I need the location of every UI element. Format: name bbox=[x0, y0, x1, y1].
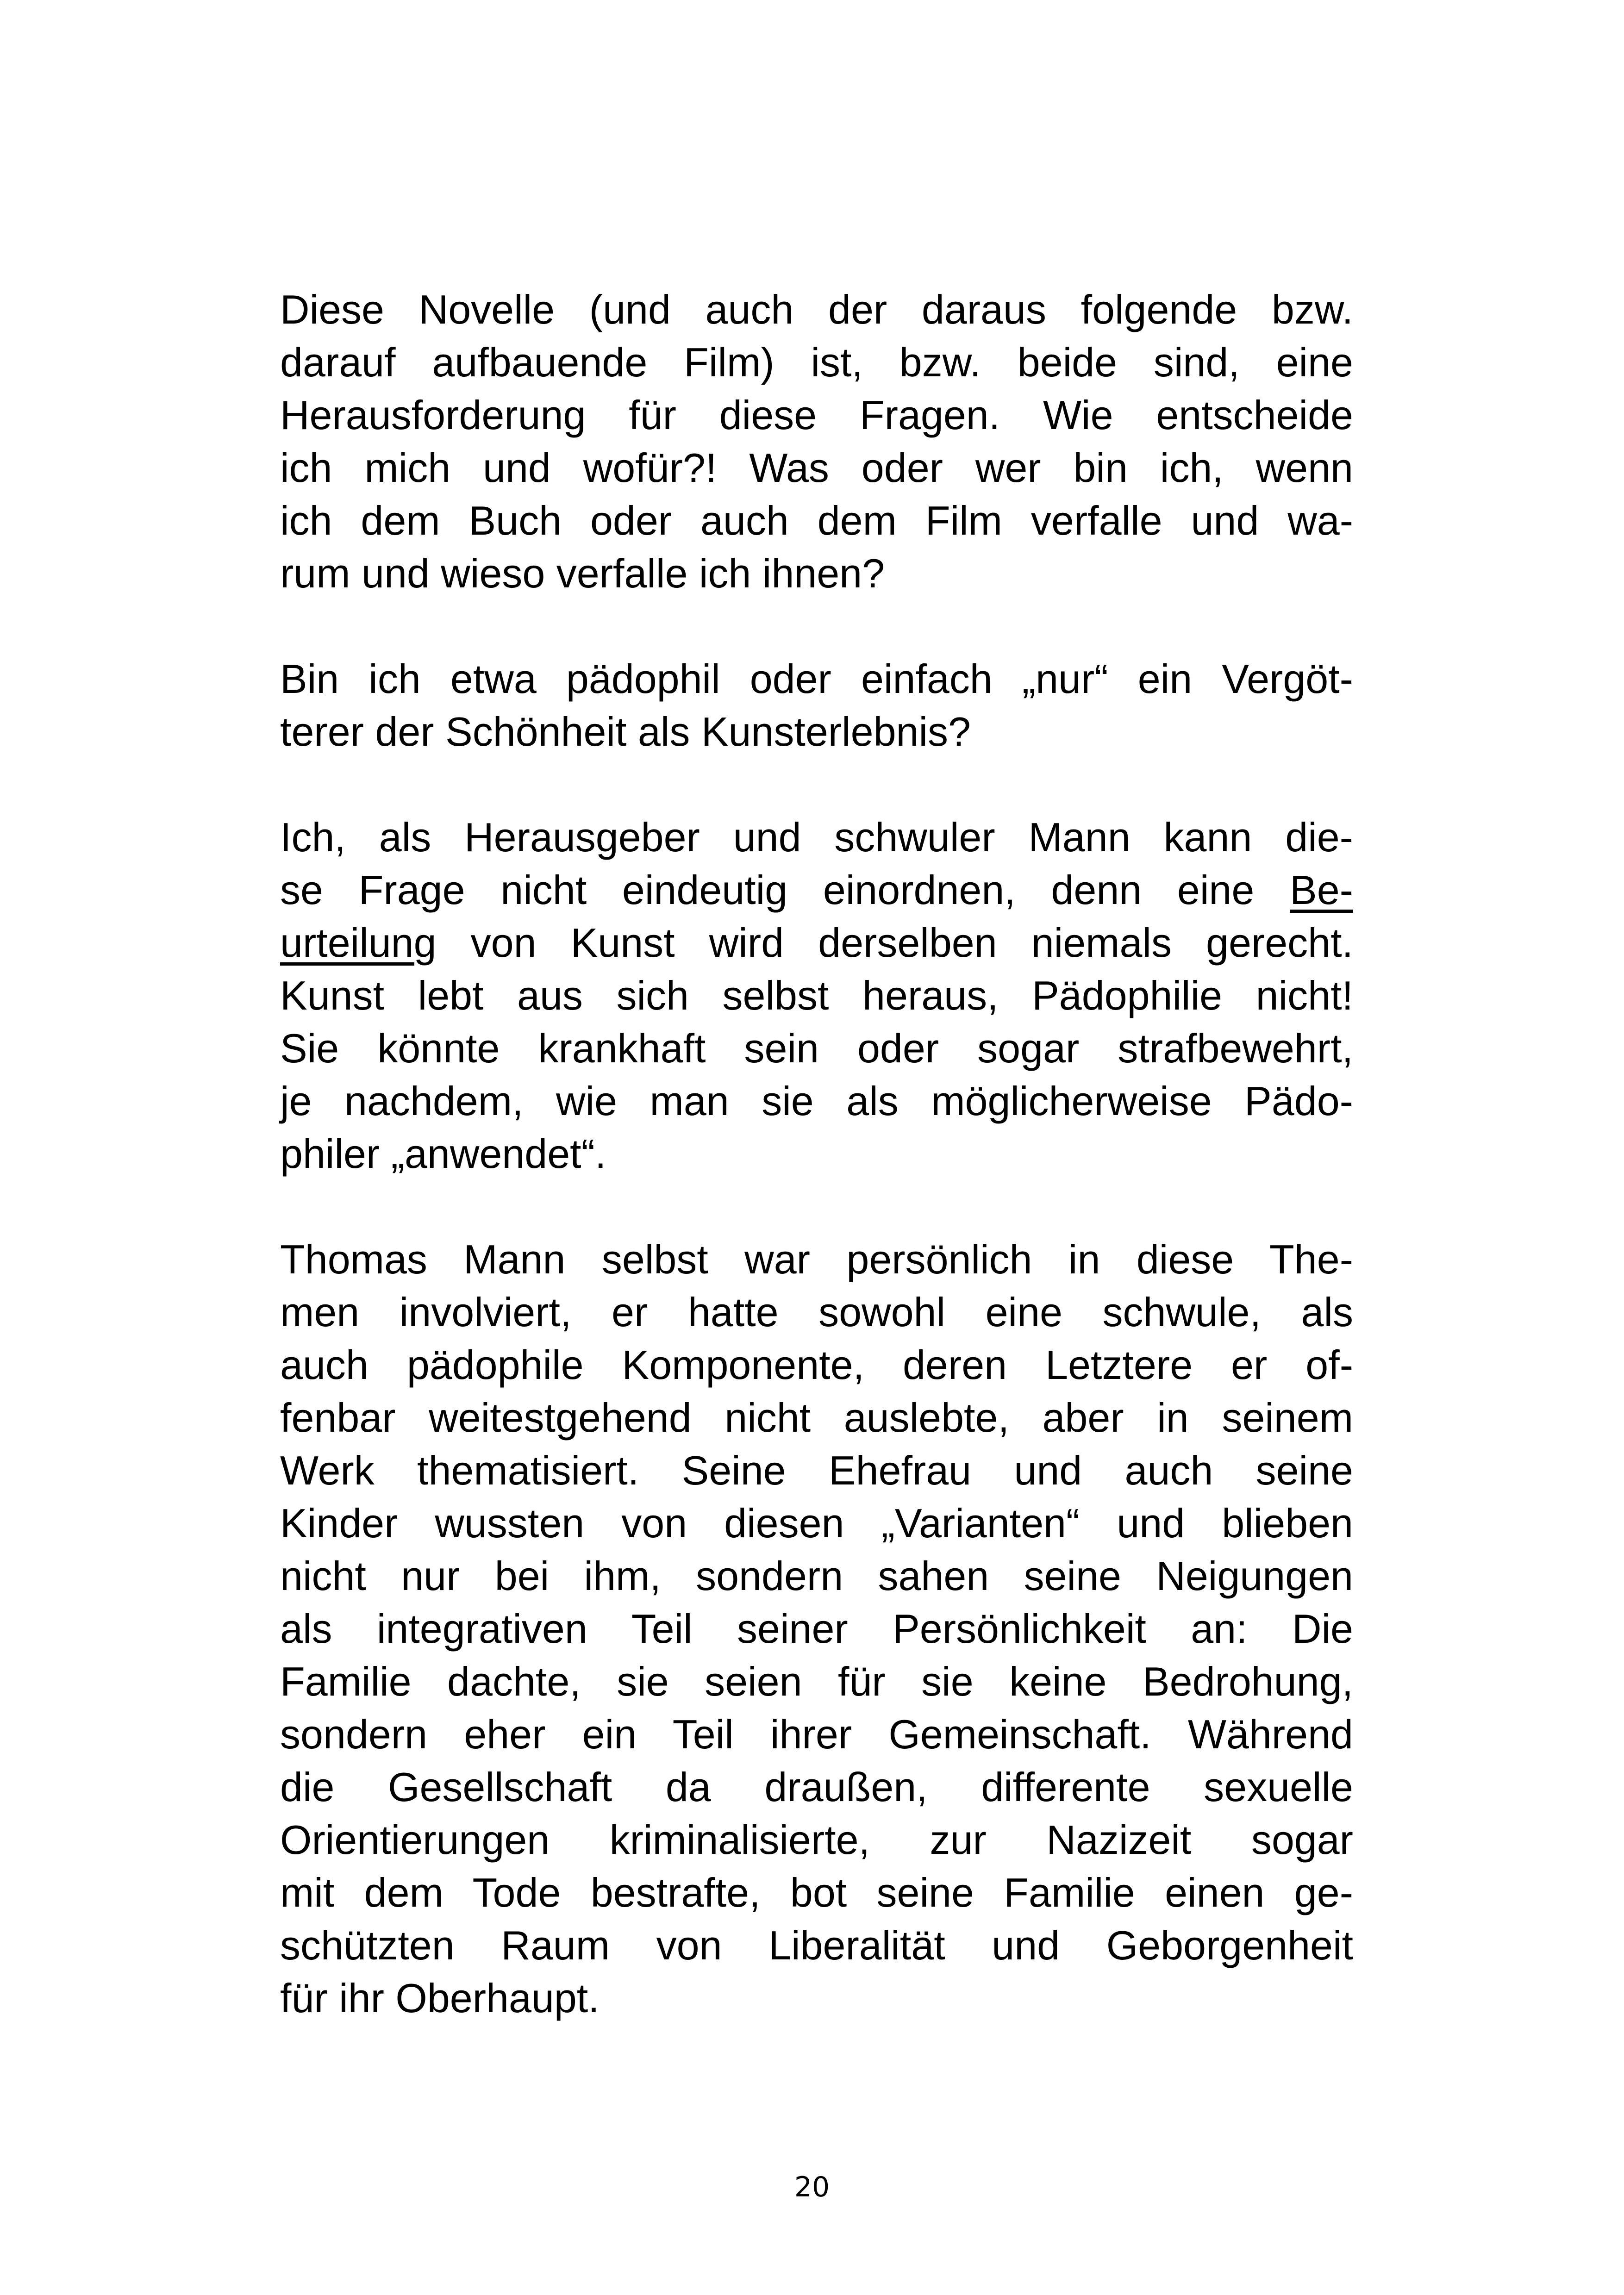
text-segment: Kunst lebt aus sich selbst heraus, Pädophilie nicht! bbox=[280, 973, 1353, 1018]
text-segment: schützten Raum von Liberalität und Geborgenheit bbox=[280, 1922, 1353, 1968]
text-line bbox=[280, 705, 1353, 758]
text-segment: Kinder wussten von diesen „Varianten“ und blieben bbox=[280, 1500, 1353, 1546]
text-line bbox=[280, 1814, 1353, 1866]
text-segment: darauf aufbauende Film) ist, bzw. beide sind, eine bbox=[280, 339, 1353, 385]
text-segment: von Kunst wird derselben niemals gerecht. bbox=[436, 920, 1353, 966]
text-segment: mit dem Tode bestrafte, bot seine Familie einen ge- bbox=[280, 1870, 1353, 1915]
text-segment: Werk thematisiert. Seine Ehefrau und auch seine bbox=[280, 1447, 1353, 1493]
text-segment: Sie könnte krankhaft sein oder sogar strafbewehrt, bbox=[280, 1025, 1353, 1071]
text-line bbox=[280, 1022, 1353, 1075]
page-number: 20 bbox=[794, 2171, 830, 2203]
text-segment: Orientierungen kriminalisierte, zur Nazizeit sogar bbox=[280, 1817, 1353, 1863]
text-line bbox=[280, 969, 1353, 1022]
text-segment: Thomas Mann selbst war persönlich in diese The- bbox=[280, 1236, 1353, 1282]
text-segment: für ihr Oberhaupt. bbox=[280, 1975, 600, 2021]
paragraph bbox=[280, 653, 1353, 758]
text-line bbox=[280, 653, 1353, 705]
body-text bbox=[280, 283, 1353, 2077]
text-line bbox=[280, 1075, 1353, 1128]
text-line bbox=[280, 811, 1353, 864]
text-segment: Herausforderung für diese Fragen. Wie entscheide bbox=[280, 392, 1353, 438]
text-line bbox=[280, 1761, 1353, 1814]
text-segment: Ich, als Herausgeber und schwuler Mann kann die- bbox=[280, 814, 1353, 860]
text-segment: je nachdem, wie man sie als möglicherweise Pädo- bbox=[280, 1078, 1353, 1124]
text-segment: philer „anwendet“. bbox=[280, 1131, 606, 1177]
text-segment: se Frage nicht eindeutig einordnen, denn eine bbox=[280, 867, 1290, 913]
text-line bbox=[280, 1655, 1353, 1708]
text-line bbox=[280, 1550, 1353, 1603]
text-segment: terer der Schönheit als Kunsterlebnis? bbox=[280, 709, 971, 755]
text-segment: Familie dachte, sie seien für sie keine Bedrohung, bbox=[280, 1659, 1353, 1704]
text-line bbox=[280, 442, 1353, 494]
text-line bbox=[280, 1866, 1353, 1919]
text-line bbox=[280, 1708, 1353, 1761]
text-line bbox=[280, 1972, 1353, 2025]
text-line bbox=[280, 389, 1353, 442]
text-segment: men involviert, er hatte sowohl eine schwule, als bbox=[280, 1289, 1353, 1335]
text-line bbox=[280, 1391, 1353, 1444]
text-line bbox=[280, 1444, 1353, 1497]
text-line bbox=[280, 494, 1353, 547]
text-segment: Diese Novelle (und auch der daraus folgende bzw. bbox=[280, 287, 1353, 332]
text-line bbox=[280, 1128, 1353, 1180]
text-line bbox=[280, 336, 1353, 389]
text-line bbox=[280, 283, 1353, 336]
text-line bbox=[280, 1286, 1353, 1339]
text-line bbox=[280, 1233, 1353, 1286]
text-line bbox=[280, 1497, 1353, 1550]
text-segment: sondern eher ein Teil ihrer Gemeinschaft. Während bbox=[280, 1711, 1353, 1757]
text-line bbox=[280, 1603, 1353, 1655]
text-line bbox=[280, 1339, 1353, 1391]
text-line bbox=[280, 547, 1353, 600]
text-segment: fenbar weitestgehend nicht auslebte, aber in seinem bbox=[280, 1395, 1353, 1441]
text-segment: auch pädophile Komponente, deren Letztere er of- bbox=[280, 1342, 1353, 1388]
paragraph bbox=[280, 811, 1353, 1180]
text-segment: als integrativen Teil seiner Persönlichkeit an: Die bbox=[280, 1606, 1353, 1652]
text-line bbox=[280, 864, 1353, 917]
underlined-text: Be- bbox=[1290, 867, 1353, 913]
paragraph bbox=[280, 283, 1353, 600]
text-segment: rum und wieso verfalle ich ihnen? bbox=[280, 550, 885, 596]
text-segment: nicht nur bei ihm, sondern sahen seine Neigungen bbox=[280, 1553, 1353, 1599]
text-segment: ich dem Buch oder auch dem Film verfalle und wa- bbox=[280, 498, 1353, 543]
text-segment: die Gesellschaft da draußen, differente sexuelle bbox=[280, 1764, 1353, 1810]
text-segment: Bin ich etwa pädophil oder einfach „nur“ ein Vergöt- bbox=[280, 656, 1353, 702]
text-line bbox=[280, 917, 1353, 969]
paragraph bbox=[280, 1233, 1353, 2025]
text-line bbox=[280, 1919, 1353, 1972]
text-segment: ich mich und wofür?! Was oder wer bin ich, wenn bbox=[280, 445, 1353, 491]
underlined-text: urteilung bbox=[280, 920, 437, 966]
